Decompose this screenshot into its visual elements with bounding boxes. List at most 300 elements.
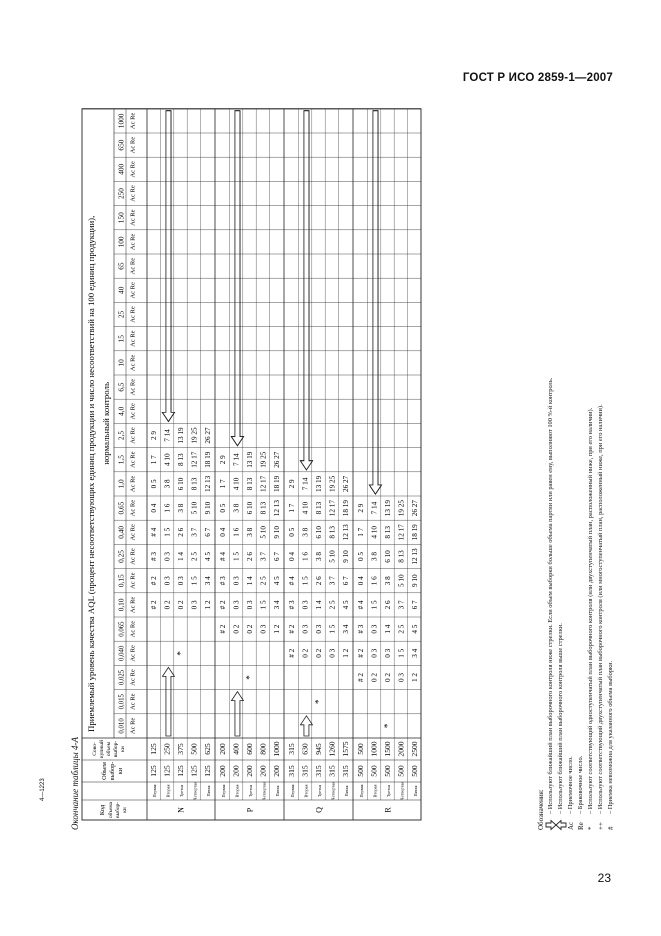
- acre-cell: 1 5: [301, 576, 310, 586]
- cumulative-size: 630: [300, 743, 310, 755]
- acre-cell: 7 14: [370, 501, 379, 515]
- acre-cell: 26 27: [272, 451, 281, 468]
- acre-cell: 0 3: [397, 673, 406, 682]
- col-cum-header-2: купный: [99, 740, 105, 758]
- sample-size: 315: [327, 765, 337, 777]
- legend-item: [606, 90, 616, 830]
- aql-value-6,5: 6,5: [116, 382, 126, 392]
- sample-size: 500: [369, 765, 379, 777]
- acre-cell: 6 10: [177, 477, 185, 491]
- stage-label: Пятая: [412, 785, 418, 797]
- aql-value-15: 15: [116, 335, 126, 343]
- stage-label: Вторая: [165, 784, 171, 798]
- aql-value-0,040: 0,040: [118, 645, 126, 661]
- acre-label: Ac Re: [129, 717, 137, 735]
- stage-label: Пятая: [343, 785, 349, 797]
- sample-size: 125: [202, 765, 212, 777]
- acre-cell: 0 4: [288, 552, 297, 561]
- acre-cell: # 2: [219, 624, 228, 634]
- acre-cell: 1 4: [384, 624, 392, 634]
- acre-cell: # 4: [288, 576, 297, 586]
- cumulative-size: 1575: [340, 741, 350, 757]
- stage-label: Четвертая: [192, 781, 198, 801]
- aql-value-0,10: 0,10: [116, 598, 126, 612]
- stage-label: Первая: [290, 784, 296, 798]
- sample-size: 200: [245, 765, 254, 777]
- acre-cell: 2 6: [384, 600, 392, 610]
- acre-cell: 1 4: [315, 600, 323, 610]
- legend-text: – Используют соответствующий двухступенчатый план выборочного контроля (или многоступенчатый план, расположенный ниже, при его наличии).: [597, 404, 604, 814]
- code-letter: N: [176, 807, 186, 813]
- acre-cell: 8 13: [259, 501, 268, 515]
- sample-size: 125: [176, 765, 185, 777]
- acre-cell: 19 25: [190, 427, 199, 444]
- acre-cell: # 3: [219, 576, 228, 586]
- acre-cell: 6 7: [203, 527, 212, 537]
- acre-label: Ac Re: [129, 499, 137, 517]
- legend-item: [586, 90, 596, 830]
- col-n-header-3: ки: [117, 767, 124, 775]
- stage-label: Четвертая: [261, 781, 267, 801]
- col-n-header-2: выбор-: [109, 761, 116, 781]
- sample-size: 125: [189, 765, 199, 777]
- acre-cell: 8 13: [190, 477, 199, 491]
- acre-label: Ac Re: [129, 475, 137, 493]
- acre-cell: 12 17: [259, 475, 268, 492]
- acre-cell: 0 3: [259, 624, 268, 634]
- acre-cell: 3 4: [341, 624, 350, 634]
- acre-cell: 1 5: [232, 552, 241, 561]
- acre-cell: 0 3: [301, 600, 310, 610]
- aql-value-1,0: 1,0: [116, 479, 126, 489]
- acre-cell: 7 14: [163, 429, 172, 442]
- acre-cell: 18 19: [272, 475, 281, 492]
- acre-cell: 0 3: [232, 600, 241, 610]
- legend-text: – Используют ближайший план выборочного контроля ниже стрелки. Если объем выборки больше объема партии или равен ему, выполняют 100 %-й контроль.: [547, 377, 554, 814]
- aql-value-40: 40: [116, 286, 126, 294]
- acre-label: Ac Re: [129, 354, 137, 372]
- acre-cell: 13 19: [384, 500, 392, 517]
- acre-cell: 6 7: [341, 576, 350, 586]
- document-id: ГОСТ Р ИСО 2859-1—2007: [462, 72, 613, 84]
- acre-cell: 6 10: [246, 501, 254, 515]
- col-cum-header: Сово-: [92, 742, 98, 756]
- acre-cell: 0 3: [232, 576, 241, 586]
- acre-cell: 12 17: [397, 524, 406, 541]
- acre-label: Ac Re: [129, 596, 137, 614]
- acre-cell: 3 7: [328, 576, 337, 586]
- acre-cell: 13 19: [315, 475, 323, 492]
- acre-cell: 7 14: [301, 477, 310, 491]
- code-letter: P: [245, 807, 255, 813]
- acre-cell: 0 3: [190, 600, 199, 610]
- acre-cell: 4 5: [341, 600, 350, 610]
- acre-cell: 3 7: [259, 552, 268, 561]
- acre-cell: 18 19: [410, 524, 419, 541]
- acre-cell: 0 3: [163, 552, 172, 561]
- acre-cell: 1 2: [203, 600, 212, 610]
- acre-cell: 3 7: [397, 600, 406, 610]
- stage-label: Первая: [152, 784, 158, 798]
- aql-value-1,5: 1,5: [116, 455, 126, 465]
- acre-cell: 12 13: [410, 548, 419, 565]
- acre-cell: # 4: [150, 527, 159, 537]
- acre-cell: 0 2: [177, 600, 185, 610]
- acre-cell: 9 10: [341, 550, 350, 563]
- cumulative-size: 1000: [271, 741, 281, 757]
- sample-size: 500: [356, 765, 366, 777]
- stage-label: Первая: [359, 784, 365, 798]
- acre-cell: 1 5: [370, 600, 379, 610]
- acre-cell: # 2: [150, 576, 159, 586]
- cumulative-size: 500: [356, 743, 366, 755]
- acre-cell: 0 3: [246, 600, 254, 610]
- acre-cell: 0 3: [301, 624, 310, 634]
- acre-cell: 2 6: [315, 576, 323, 586]
- sample-size: 500: [383, 765, 392, 777]
- col-code-header: Код: [99, 804, 106, 816]
- sample-size: 200: [218, 765, 228, 777]
- arrow-down-plan: [300, 716, 312, 736]
- acre-cell: 1 7: [288, 503, 297, 513]
- legend-items: [546, 90, 616, 830]
- cumulative-size: 600: [245, 743, 254, 755]
- acre-cell: 1 6: [163, 503, 172, 513]
- acre-label: Ac Re: [129, 282, 137, 299]
- cumulative-size: 375: [176, 743, 185, 755]
- acre-cell: 4 10: [163, 453, 172, 466]
- acre-cell: 19 25: [328, 475, 337, 492]
- acre-cell: 2 5: [259, 576, 268, 586]
- sample-size: 500: [409, 765, 419, 777]
- acre-cell: 0 4: [219, 527, 228, 537]
- acre-label: Ac Re: [129, 645, 137, 662]
- star-mark: *: [382, 723, 393, 729]
- col-cum-header-3: объем: [106, 741, 112, 757]
- legend-item: [546, 90, 556, 830]
- star-mark: *: [313, 699, 324, 704]
- aql-value-0,40: 0,40: [116, 525, 126, 539]
- sample-size: 315: [314, 765, 323, 777]
- cumulative-size: 315: [287, 743, 297, 755]
- acre-label: Ac Re: [129, 524, 137, 541]
- acre-cell: 1 5: [397, 648, 406, 658]
- acre-cell: 5 10: [259, 526, 268, 539]
- acre-cell: 0 3: [370, 624, 379, 634]
- acre-cell: 0 4: [150, 503, 159, 513]
- acre-cell: 3 8: [370, 552, 379, 561]
- acre-cell: 0 3: [177, 576, 185, 586]
- star-mark: *: [175, 651, 186, 656]
- acre-cell: 6 10: [315, 526, 323, 539]
- aql-value-10: 10: [116, 359, 126, 367]
- acre-cell: # 2: [357, 673, 366, 682]
- aql-value-250: 250: [116, 188, 126, 199]
- sample-size: 500: [396, 765, 406, 777]
- acre-cell: 1 5: [259, 600, 268, 610]
- legend-title: Обозначения:: [537, 789, 545, 830]
- aql-value-0,015: 0,015: [118, 694, 126, 710]
- acre-cell: 3 8: [163, 479, 172, 489]
- acre-label: Ac Re: [129, 136, 137, 154]
- acre-cell: # 3: [288, 600, 297, 610]
- page-number: 23: [597, 871, 611, 885]
- acre-cell: 8 13: [384, 526, 392, 539]
- cumulative-size: 625: [202, 743, 212, 755]
- print-code: 4—1223: [40, 778, 46, 801]
- acre-cell: 3 8: [246, 527, 254, 537]
- arrow-up-plan: [300, 111, 312, 470]
- acre-cell: 19 25: [259, 451, 268, 468]
- acre-cell: 1 7: [357, 527, 366, 537]
- sample-size: 200: [231, 765, 241, 777]
- legend-item: [556, 90, 566, 830]
- legend-symbol: Re: [577, 822, 585, 830]
- stage-label: Третья: [248, 784, 253, 798]
- acre-cell: 18 19: [203, 451, 212, 468]
- sample-size: 315: [300, 765, 310, 777]
- aql-value-100: 100: [116, 236, 126, 248]
- acre-cell: 13 19: [246, 451, 254, 468]
- acre-cell: # 2: [288, 648, 297, 658]
- acre-cell: 2 9: [288, 479, 297, 489]
- acre-cell: 12 13: [341, 524, 350, 541]
- acre-cell: 8 13: [397, 550, 406, 563]
- aql-value-0,65: 0,65: [116, 501, 126, 515]
- acre-cell: 2 5: [328, 600, 337, 610]
- acre-label: Ac Re: [129, 620, 137, 638]
- acre-cell: 0 2: [301, 648, 310, 658]
- acre-cell: 3 4: [272, 600, 281, 610]
- acre-cell: 0 5: [150, 479, 159, 489]
- cumulative-size: 125: [149, 743, 159, 755]
- aql-value-0,025: 0,025: [118, 669, 126, 686]
- acre-cell: 1 4: [177, 552, 185, 561]
- cumulative-size: 250: [162, 743, 172, 755]
- acre-label: Ac Re: [129, 112, 137, 130]
- acre-label: Ac Re: [129, 451, 137, 468]
- cumulative-size: 945: [314, 743, 323, 755]
- acre-label: Ac Re: [129, 233, 137, 251]
- aql-value-0,25: 0,25: [116, 550, 126, 563]
- legend-text: – Используют соответствующий одноступенчатый план выборочного контроля (или двухступенчатый план, расположенный ниже, при его наличии).: [587, 407, 594, 814]
- aql-value-150: 150: [116, 212, 126, 224]
- cumulative-size: 1500: [383, 741, 392, 757]
- sample-size: 315: [340, 765, 350, 777]
- stage-label: Третья: [179, 784, 184, 798]
- acre-cell: 0 3: [384, 648, 392, 658]
- acre-cell: 1 4: [246, 576, 254, 586]
- acre-cell: 2 9: [219, 455, 228, 465]
- star-mark: *: [244, 675, 255, 680]
- acre-cell: 0 5: [288, 527, 297, 537]
- acre-label: Ac Re: [129, 185, 137, 202]
- acre-cell: 12 13: [272, 500, 281, 517]
- cumulative-size: 1000: [369, 741, 379, 757]
- acre-cell: 12 17: [190, 451, 199, 468]
- acre-cell: 0 5: [219, 503, 228, 513]
- legend-symbol: Ac: [567, 821, 575, 830]
- acre-cell: 1 7: [219, 479, 228, 489]
- legend: [536, 90, 616, 830]
- acre-cell: 5 10: [190, 501, 199, 515]
- acre-cell: 2 6: [177, 527, 185, 537]
- acre-cell: 3 8: [232, 503, 241, 513]
- aql-value-4,0: 4,0: [116, 406, 126, 416]
- aql-value-25: 25: [116, 310, 126, 319]
- legend-symbol: ++: [597, 822, 605, 830]
- stage-label: Вторая: [303, 784, 309, 798]
- acre-label: Ac Re: [129, 257, 137, 275]
- stage-label: Пятая: [274, 785, 280, 797]
- acre-cell: # 3: [357, 624, 366, 634]
- aql-value-0,010: 0,010: [118, 718, 126, 734]
- acre-cell: 0 3: [328, 648, 337, 658]
- acre-label: Ac Re: [129, 669, 137, 686]
- acre-label: Ac Re: [129, 693, 137, 710]
- acre-cell: 6 7: [410, 600, 419, 610]
- col-cum-header-5: ки: [120, 746, 126, 752]
- acre-cell: 0 2: [370, 673, 379, 682]
- stage-label: Вторая: [234, 784, 240, 798]
- aql-value-2,5: 2,5: [116, 430, 126, 441]
- aql-value-0,065: 0,065: [118, 621, 126, 637]
- acre-cell: 26 27: [203, 427, 212, 444]
- acre-cell: 0 2: [163, 600, 172, 610]
- aql-value-400: 400: [116, 163, 126, 175]
- acre-cell: 1 5: [163, 527, 172, 537]
- acre-cell: 9 10: [203, 501, 212, 515]
- stage-label: Вторая: [372, 784, 378, 798]
- acre-cell: 2 6: [246, 552, 254, 561]
- acre-cell: 4 10: [232, 477, 241, 491]
- acre-cell: # 2: [219, 600, 228, 610]
- acre-label: Ac Re: [129, 548, 137, 565]
- aql-title: Приемлемый уровень качества AQL (процент несоответствующих единиц продукции и число несоответствий на 100 единиц продукции),: [86, 215, 96, 732]
- cumulative-size: 500: [189, 743, 199, 755]
- acre-cell: 0 2: [246, 624, 254, 634]
- sample-size: 125: [162, 765, 172, 777]
- acre-cell: 4 5: [410, 624, 419, 634]
- acre-cell: 12 17: [328, 500, 337, 517]
- sample-size: 125: [149, 765, 159, 777]
- legend-item: [576, 90, 586, 830]
- acre-cell: 1 2: [341, 648, 350, 658]
- acre-label: Ac Re: [129, 427, 137, 444]
- acre-label: Ac Re: [129, 161, 137, 178]
- acre-cell: 1 5: [328, 624, 337, 634]
- acre-cell: 8 13: [177, 453, 185, 466]
- acre-cell: # 4: [219, 552, 228, 561]
- acre-cell: 4 5: [203, 552, 212, 561]
- acre-label: Ac Re: [129, 306, 137, 323]
- acre-cell: 0 3: [370, 648, 379, 658]
- legend-text: – Приемочное число.: [567, 756, 574, 814]
- legend-text: – Используют ближайший план выборочного контроля выше стрелки.: [557, 623, 564, 814]
- acre-cell: 3 8: [177, 503, 185, 513]
- legend-item: [566, 90, 576, 830]
- col-cum-header-4: выбор-: [113, 740, 119, 758]
- sampling-plan-table: [70, 90, 530, 830]
- acre-cell: 6 10: [384, 550, 392, 563]
- arrow-down-plan: [162, 667, 174, 736]
- control-type: нормальный контроль: [101, 382, 111, 465]
- acre-cell: 19 25: [397, 500, 406, 517]
- legend-symbol: #: [607, 826, 615, 830]
- acre-cell: 4 10: [370, 526, 379, 539]
- aql-value-0,15: 0,15: [116, 574, 126, 588]
- acre-cell: 0 5: [357, 552, 366, 561]
- table-caption: Окончание таблицы 4-А: [70, 736, 80, 830]
- acre-cell: 26 27: [341, 475, 350, 492]
- legend-text: – Приемка невозможна для указанного объема выборки.: [607, 660, 614, 814]
- acre-cell: 18 19: [341, 500, 350, 517]
- code-letter: Q: [314, 807, 324, 813]
- aql-value-650: 650: [116, 139, 126, 151]
- acre-cell: 7 14: [232, 453, 241, 466]
- acre-cell: 12 13: [203, 475, 212, 492]
- acre-cell: 0 4: [357, 576, 366, 586]
- stage-label: Первая: [221, 784, 227, 798]
- acre-cell: 1 7: [150, 455, 159, 465]
- acre-cell: 1 2: [272, 624, 281, 634]
- acre-cell: 0 3: [163, 576, 172, 586]
- acre-cell: 9 10: [272, 526, 281, 539]
- acre-cell: 0 3: [315, 624, 323, 634]
- cumulative-size: 2000: [396, 741, 406, 757]
- cumulative-size: 200: [218, 743, 228, 755]
- col-code-header-3: выбор-: [115, 802, 121, 818]
- stage-label: Четвертая: [399, 781, 405, 801]
- sample-size: 200: [271, 765, 281, 777]
- acre-cell: 1 5: [190, 576, 199, 586]
- acre-label: Ac Re: [129, 330, 137, 347]
- acre-cell: 2 5: [190, 552, 199, 561]
- acre-cell: 3 7: [190, 527, 199, 537]
- acre-cell: 4 5: [272, 576, 281, 586]
- sample-size: 200: [258, 765, 268, 777]
- col-n-header: Объем: [101, 762, 108, 780]
- acre-cell: # 2: [150, 600, 159, 610]
- acre-cell: 5 10: [328, 550, 337, 563]
- cumulative-size: 400: [231, 743, 241, 755]
- up-arrow-icon: [556, 814, 566, 830]
- acre-label: Ac Re: [129, 572, 137, 589]
- stage-label: Четвертая: [330, 781, 336, 801]
- acre-cell: # 4: [357, 600, 366, 610]
- acre-cell: 0 2: [384, 673, 392, 682]
- acre-cell: 4 10: [301, 501, 310, 515]
- aql-value-65: 65: [116, 262, 126, 270]
- legend-text: – Браковочное число.: [577, 755, 584, 814]
- acre-cell: 26 27: [410, 500, 419, 517]
- acre-cell: 3 8: [384, 576, 392, 586]
- acre-cell: 9 10: [410, 574, 419, 587]
- acre-cell: 1 6: [301, 552, 310, 561]
- rotated-table-region: [70, 90, 630, 830]
- acre-cell: 2 9: [150, 431, 159, 440]
- acre-cell: 3 4: [410, 648, 419, 658]
- acre-label: Ac Re: [129, 209, 137, 226]
- stage-label: Третья: [317, 784, 322, 798]
- stage-label: Третья: [386, 784, 391, 798]
- cumulative-size: 1260: [327, 741, 337, 757]
- acre-cell: 1 6: [232, 527, 241, 537]
- cumulative-size: 2500: [409, 741, 419, 757]
- acre-cell: 3 8: [315, 552, 323, 561]
- acre-cell: 8 13: [315, 501, 323, 515]
- aql-value-1000: 1000: [116, 113, 126, 129]
